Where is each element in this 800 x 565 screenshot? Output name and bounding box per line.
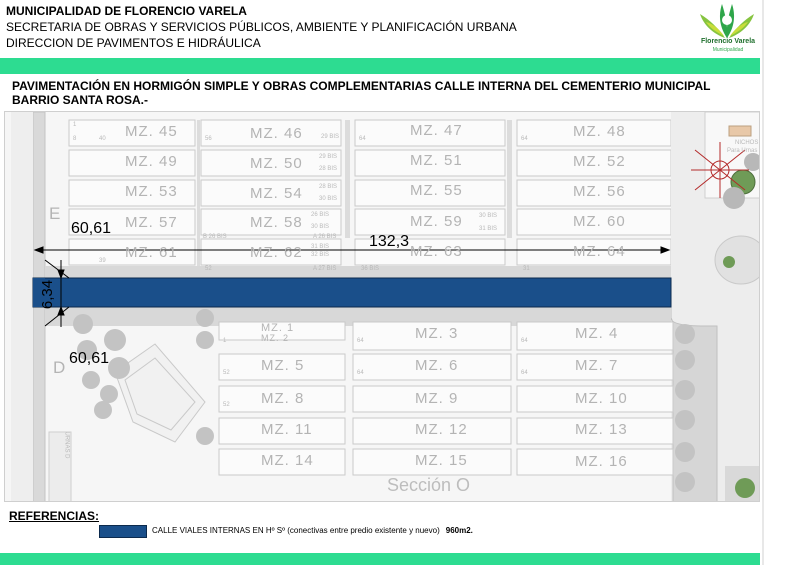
lot-number: 52 <box>205 266 212 272</box>
lot-bis-label: 36 BIS <box>361 266 380 272</box>
section-label: Sección O <box>387 475 471 495</box>
dimension-length: 132,3 <box>369 233 410 250</box>
block-label: MZ. 47 <box>410 122 463 139</box>
lot-bis-label: 30 BIS <box>479 213 498 219</box>
lot-number: 64 <box>359 136 366 142</box>
page-edge <box>762 0 764 565</box>
lot-number: 64 <box>357 370 364 376</box>
block-label: MZ. 11 <box>261 421 313 438</box>
block-label: MZ. 50 <box>250 155 303 172</box>
block-label: MZ. 7 <box>575 357 619 374</box>
logo-name: Florencio Varela <box>700 38 756 45</box>
block-label: MZ. 13 <box>575 421 628 438</box>
block-label: MZ. 45 <box>125 123 178 140</box>
nichos-label: NICHOS <box>735 140 759 146</box>
header-municipality: MUNICIPALIDAD DE FLORENCIO VARELA <box>6 4 247 18</box>
block-label: MZ. 10 <box>575 390 628 407</box>
lot-number: 1 <box>223 338 227 344</box>
project-title-line1: PAVIMENTACIÓN EN HORMIGÓN SIMPLE Y OBRAS COMPLEMENTARIAS CALLE INTERNA DEL CEMENTERIO MUNICIPAL <box>12 79 711 93</box>
block-label: MZ. 2 <box>261 333 290 343</box>
lot-bis-label: 32 BIS <box>311 252 330 258</box>
dimension-width-top: 60,61 <box>71 220 112 237</box>
lot-number: 31 <box>523 266 530 272</box>
lot-number: 64 <box>521 338 528 344</box>
lot-number: 8 <box>73 136 77 142</box>
site-plan-drawing <box>5 112 760 502</box>
block-label: MZ. 54 <box>250 185 303 202</box>
block-label: MZ. 3 <box>415 325 459 342</box>
paved-road <box>33 278 671 310</box>
section-letter-d: D <box>53 358 67 377</box>
lot-bis-label: 28 BIS <box>319 166 338 172</box>
site-plan <box>4 111 760 502</box>
logo-subtitle: Municipalidad <box>712 47 744 53</box>
top-accent-band <box>0 58 760 74</box>
lot-bis-label: 26 BIS <box>311 212 330 218</box>
block-label: MZ. 48 <box>573 123 626 140</box>
block-label: MZ. 6 <box>415 357 459 374</box>
block-label: MZ. 14 <box>261 452 314 469</box>
lot-bis-label: 31 BIS <box>479 226 498 232</box>
lot-number: 52 <box>223 370 230 376</box>
lot-number: 56 <box>205 136 212 142</box>
lot-number: 64 <box>357 338 364 344</box>
reference-item <box>152 526 473 535</box>
block-label: MZ. 16 <box>575 453 628 470</box>
lot-bis-label: 28 BIS <box>319 184 338 190</box>
block-label: MZ. 49 <box>125 153 178 170</box>
block-label: MZ. 53 <box>125 183 178 200</box>
block-label: MZ. 51 <box>410 152 463 169</box>
lot-bis-label: 31 BIS <box>311 244 330 250</box>
block-label: MZ. 57 <box>125 214 178 231</box>
project-title <box>12 79 710 107</box>
urnas-d-label: URNAS D <box>63 431 70 459</box>
header-direction: DIRECCION DE PAVIMENTOS E HIDRÁULICA <box>6 36 261 50</box>
block-label: MZ. 56 <box>573 183 626 200</box>
project-title-line2: BARRIO SANTA ROSA.- <box>12 93 148 107</box>
block-label: MZ. 5 <box>261 357 305 374</box>
lot-number: 1 <box>73 122 77 128</box>
lot-number: 40 <box>99 136 106 142</box>
block-label: MZ. 64 <box>573 243 626 260</box>
lot-number: 39 <box>99 258 106 264</box>
block-label: MZ. 4 <box>575 325 619 342</box>
block-label: MZ. 52 <box>573 153 626 170</box>
lot-number: 64 <box>521 370 528 376</box>
lot-bis-label: B 26 BIS <box>203 234 227 240</box>
lot-number: 52 <box>223 402 230 408</box>
block-label: MZ. 58 <box>250 214 303 231</box>
section-letter-e: E <box>49 204 62 223</box>
dimension-road-width: 6,34 <box>39 279 57 310</box>
urnas-label: Para Urnas <box>727 148 758 154</box>
block-label: MZ. 62 <box>250 244 303 261</box>
bottom-accent-band <box>0 553 760 565</box>
block-label: MZ. 9 <box>415 390 459 407</box>
reference-item-label: CALLE VIALES INTERNAS EN Hº Sº (conectivas entre predio existente y nuevo) <box>152 526 440 535</box>
reference-item-value: 960m2. <box>445 526 473 535</box>
block-label: MZ. 59 <box>410 213 463 230</box>
dimension-width-bottom: 60,61 <box>69 350 110 367</box>
block-label: MZ. 61 <box>125 244 178 261</box>
references-title: REFERENCIAS: <box>9 509 100 523</box>
block-label: MZ. 15 <box>415 452 468 469</box>
block-label: MZ. 12 <box>415 421 468 438</box>
lot-bis-label: 29 BIS <box>321 134 340 140</box>
reference-swatch <box>99 525 147 538</box>
block-label: MZ. 63 <box>410 243 463 260</box>
lot-bis-label: 30 BIS <box>319 196 338 202</box>
block-label: MZ. 55 <box>410 182 463 199</box>
lot-bis-label: 29 BIS <box>319 154 338 160</box>
lot-bis-label: A 27 BIS <box>313 266 337 272</box>
header-secretariat: SECRETARIA DE OBRAS Y SERVICIOS PÚBLICOS, AMBIENTE Y PLANIFICACIÓN URBANA <box>6 20 517 34</box>
block-label: MZ. 46 <box>250 125 303 142</box>
lot-bis-label: A 26 BIS <box>313 234 337 240</box>
block-label: MZ. 60 <box>573 213 626 230</box>
block-label: MZ. 8 <box>261 390 305 407</box>
block-label: MZ. 1 <box>261 322 295 334</box>
lot-bis-label: 30 BIS <box>311 224 330 230</box>
lot-number: 64 <box>521 136 528 142</box>
